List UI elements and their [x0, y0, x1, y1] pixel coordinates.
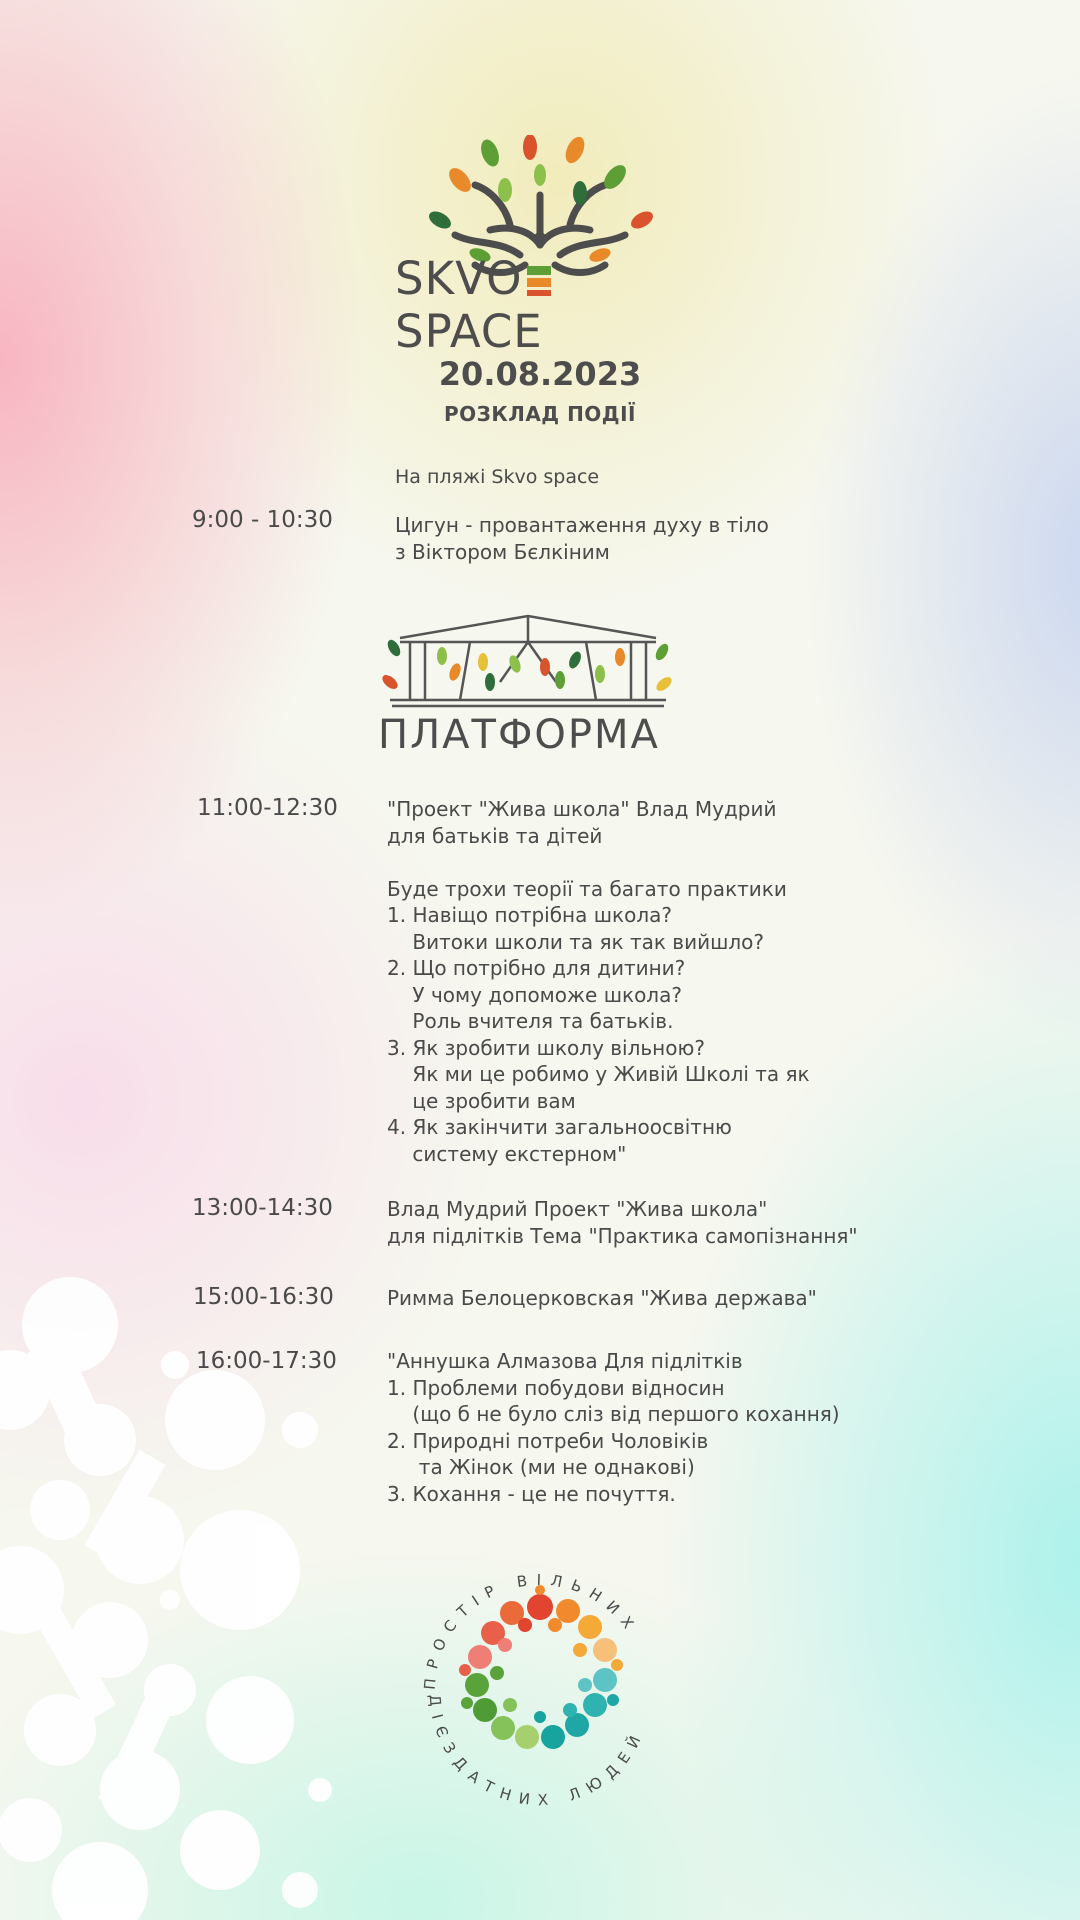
beach-location: На пляжі Skvo space — [395, 466, 600, 488]
event-description: "Проект "Жива школа" Влад Мудрий для батьків та дітей Буде трохи теорії та багато практики 1. Навіщо потрібна школа? Витоки школи та як так вийшло? 2. Що потрібно для дитини? У чому допоможе школа? Роль вчителя та батьків. 3. Як зробити школу вільною? Як ми це робимо у Живій Школі та як це зробити вам 4. Як закінчити загальноосвітню систему екстерном" — [387, 797, 810, 1166]
event-description: Влад Мудрий Проект "Жива школа" для підлітків Тема "Практика самопізнання" — [387, 1197, 858, 1248]
platform-wordmark: ПЛАТФОРМА — [378, 712, 660, 758]
event-date: 20.08.2023 — [438, 355, 642, 393]
ring-text-bottom: ДІЄЗДАТНИХ ЛЮДЕЙ — [425, 1693, 649, 1810]
tricolor-bar-icon — [527, 266, 551, 296]
event-time: 9:00 - 10:30 — [192, 507, 333, 533]
event-time: 16:00-17:30 — [196, 1348, 337, 1374]
logo-text-right: SPACE — [395, 305, 543, 358]
event-time: 15:00-16:30 — [193, 1284, 334, 1310]
event-time: 13:00-14:30 — [192, 1195, 333, 1221]
event-description: Цигун - провантаження духу в тіло з Віктором Бєлкіним — [395, 513, 769, 564]
skvo-space-wordmark — [395, 252, 695, 358]
schedule-title: РОЗКЛАД ПОДІЇ — [443, 402, 637, 426]
free-people-space-logo — [405, 1555, 675, 1825]
ring-text-top: ПРОСТІР ВІЛЬНИХ — [420, 1570, 643, 1691]
event-description: "Аннушка Алмазова Для підлітків 1. Проблеми побудови відносин (що б не було сліз від першого кохання) 2. Природні потреби Чоловіків та Жінок (ми не однакові) 3. Кохання - це не почуття. — [387, 1349, 840, 1506]
event-description: Римма Белоцерковская "Жива держава" — [387, 1286, 817, 1310]
logo-text-left: SKVO — [395, 252, 523, 305]
event-time: 11:00-12:30 — [197, 795, 338, 821]
pavilion-icon — [380, 612, 675, 710]
